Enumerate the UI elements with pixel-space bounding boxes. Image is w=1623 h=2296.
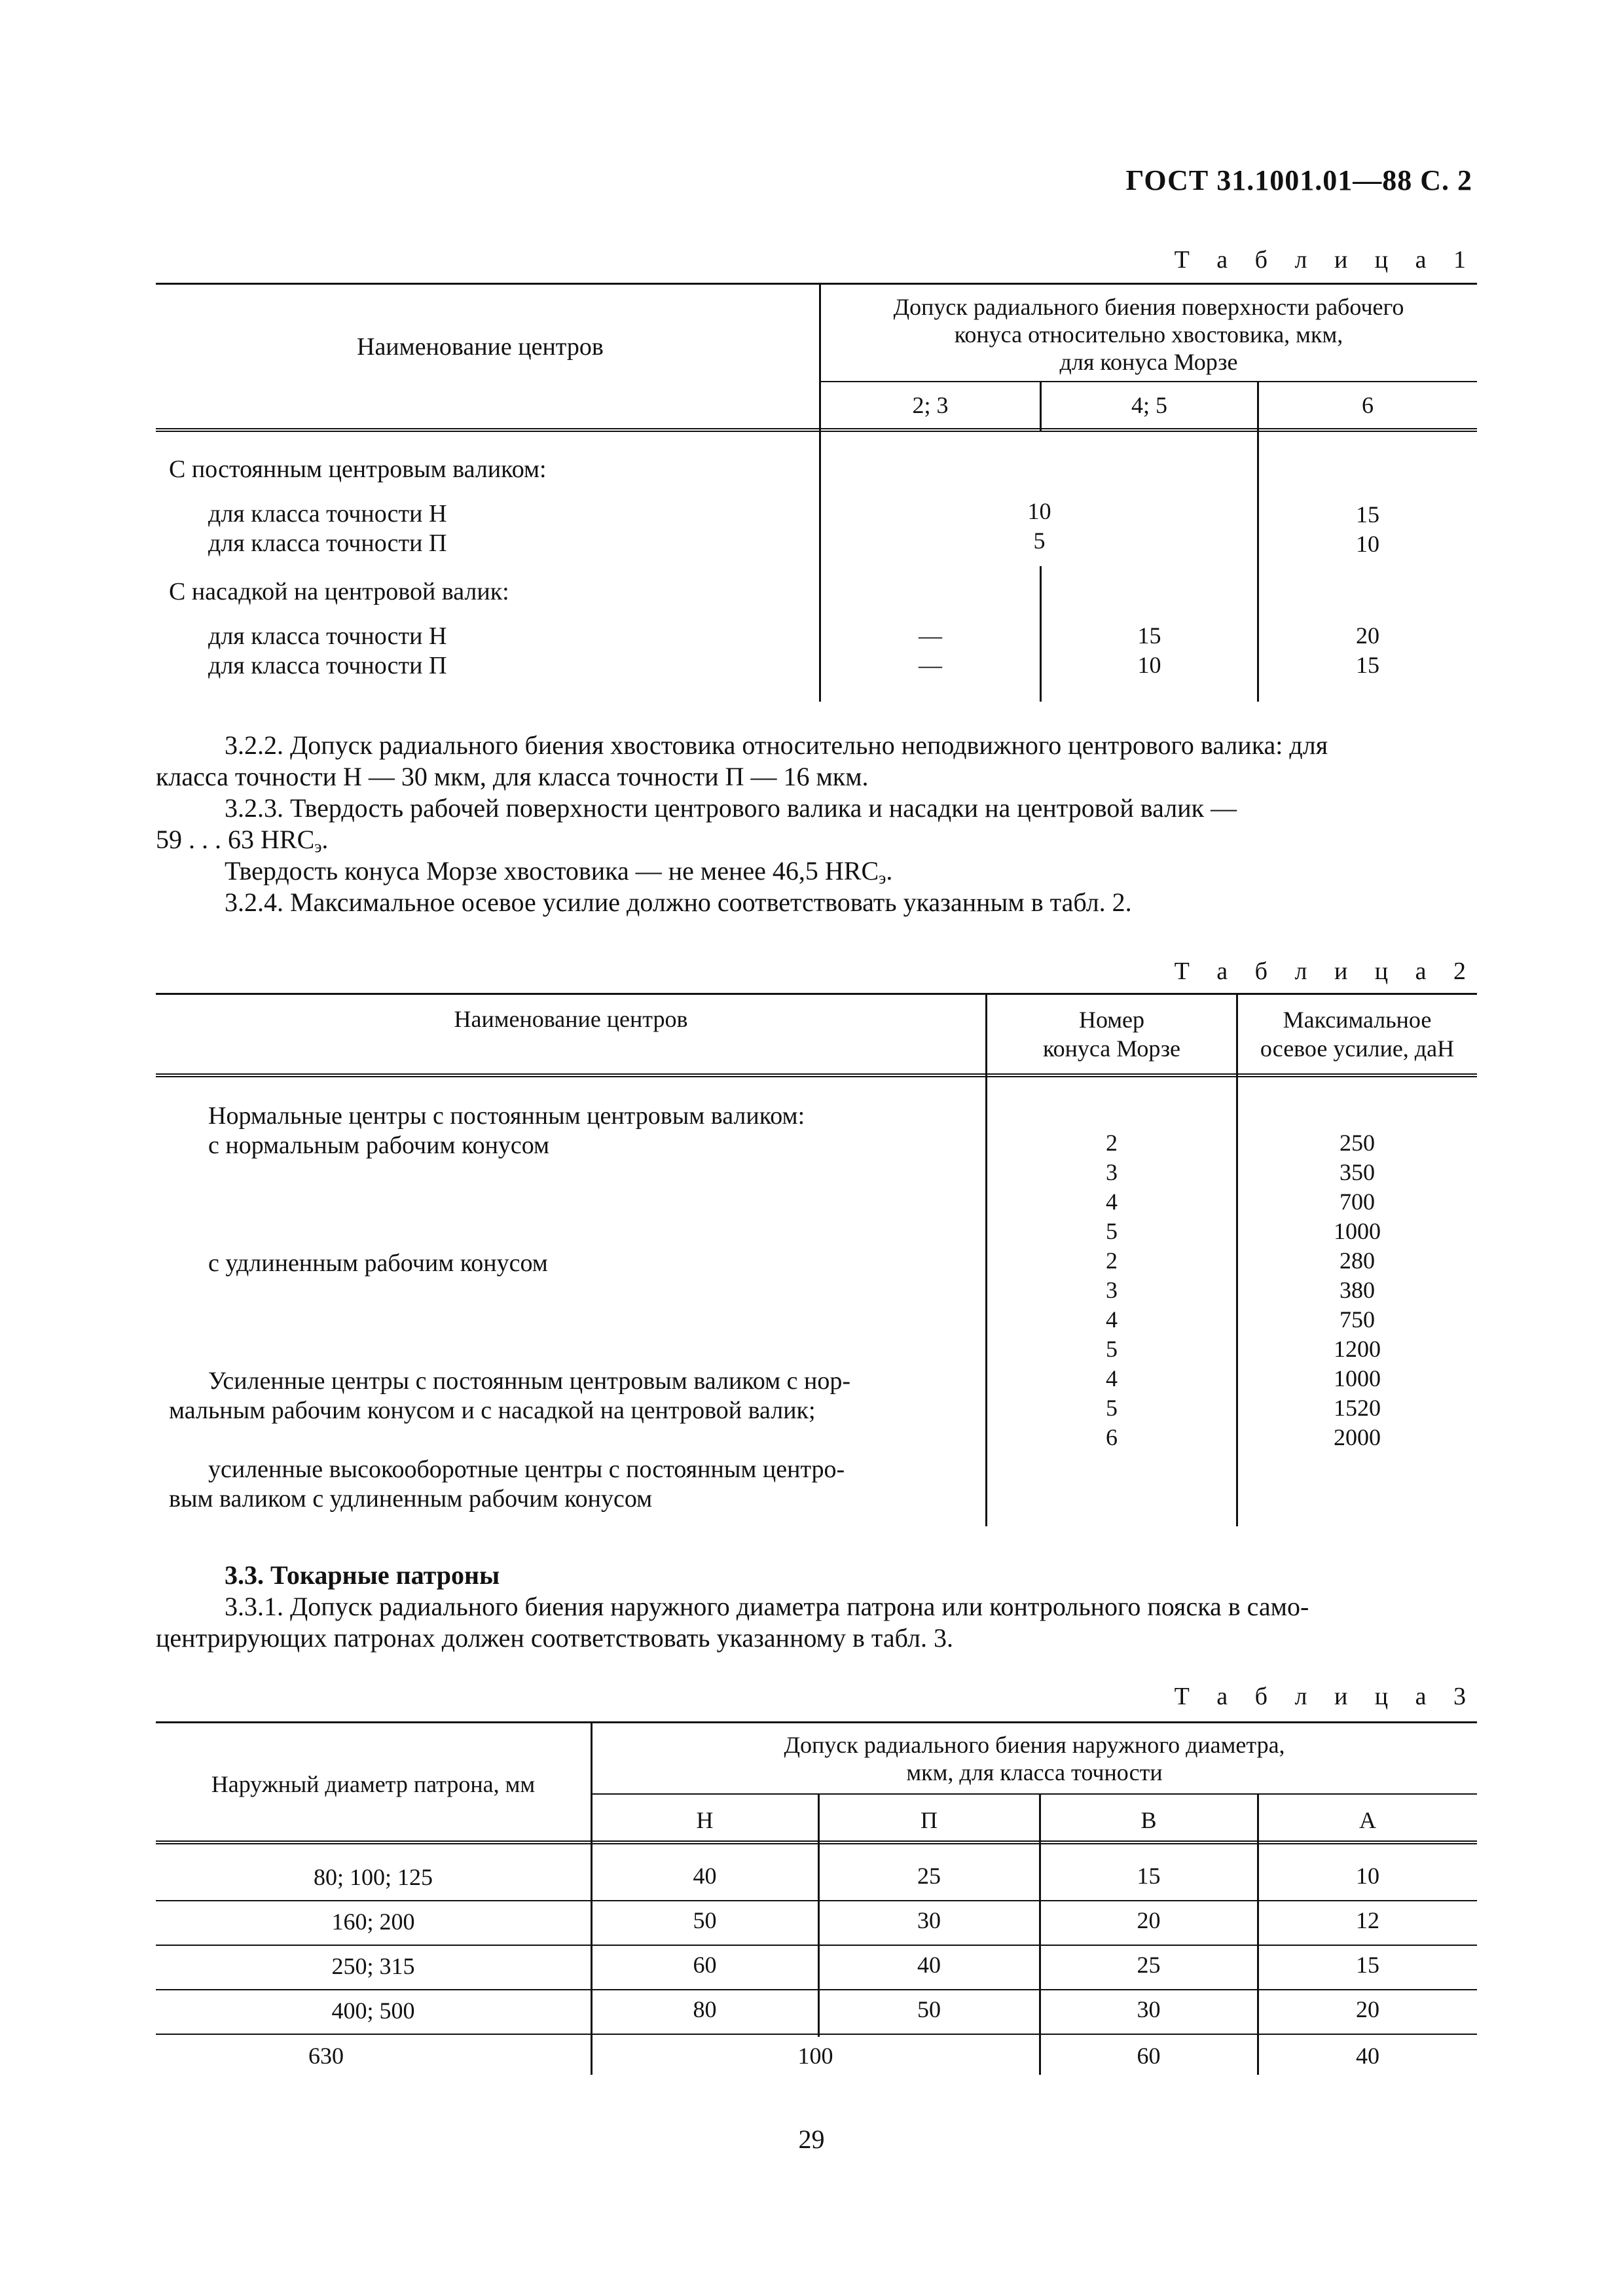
document-reference: ГОСТ 31.1001.01—88 С. 2 xyxy=(1125,164,1472,196)
table2-cone-value: 5 xyxy=(1106,1218,1118,1244)
table1-group1: С постоянным центровым валиком: xyxy=(169,456,547,483)
table2-force-header-line2: осевое усилие, даН xyxy=(1260,1035,1455,1062)
table2-cone-value: 4 xyxy=(1106,1306,1118,1333)
table3-value-cell: 10 xyxy=(1356,1863,1379,1889)
table3-value-cell: 30 xyxy=(917,1907,941,1933)
table3-row-divider xyxy=(156,1989,1477,1990)
table3-value-cell: 40 xyxy=(693,1863,717,1889)
table1-g2-row1-value-45: 15 xyxy=(1137,622,1161,649)
table1-g2-row1-label: для класса точности Н xyxy=(208,622,447,650)
table1-g1-row1-label: для класса точности Н xyxy=(208,500,447,528)
table1-name-header: Наименование центров xyxy=(357,333,604,361)
section-3-3-title: 3.3. Токарные патроны xyxy=(225,1560,500,1590)
table3-tolerance-header-line2: мкм, для класса точности xyxy=(906,1759,1163,1785)
table3-diam-cell: 400; 500 xyxy=(331,1998,415,2024)
para-3-2-3-line2: 59 . . . 63 $HRC_э$. xyxy=(156,825,329,856)
table3-value-cell: 60 xyxy=(693,1952,717,1978)
table2-cone-value: 5 xyxy=(1106,1336,1118,1362)
table1-subheader-line xyxy=(820,381,1477,382)
table3-value-cell: 30 xyxy=(1137,1996,1161,2022)
table3-value-cell: 25 xyxy=(1137,1952,1161,1978)
table3-row-divider xyxy=(156,1945,1477,1946)
table3-row-divider xyxy=(156,1900,1477,1901)
table2-cone-value: 3 xyxy=(1106,1159,1118,1185)
table2-force-value: 280 xyxy=(1340,1247,1375,1274)
table3-last-a: 40 xyxy=(1356,2043,1379,2069)
table3-last-diam: 630 xyxy=(308,2043,344,2069)
table2-force-value: 380 xyxy=(1340,1277,1375,1303)
table3-value-cell: 20 xyxy=(1137,1907,1161,1933)
table1-caption: Т а б л и ц а 1 xyxy=(1174,246,1476,274)
table2-force-value: 1200 xyxy=(1334,1336,1381,1362)
table2-force-value: 700 xyxy=(1340,1189,1375,1215)
table3-caption: Т а б л и ц а 3 xyxy=(1174,1683,1476,1710)
table1-g1-row2-label: для класса точности П xyxy=(208,529,447,557)
para-3-3-1-line2: центрирующих патронах должен соответствовать указанному в табл. 3. xyxy=(156,1623,953,1653)
table2-cone-value: 2 xyxy=(1106,1247,1118,1274)
table3-top-border xyxy=(156,1721,1477,1723)
table3-diam-cell: 80; 100; 125 xyxy=(313,1864,433,1890)
table2-force-value: 250 xyxy=(1340,1130,1375,1156)
table3-header-separator xyxy=(156,1840,1477,1844)
table2-cone-value: 4 xyxy=(1106,1365,1118,1391)
table2-group3-line2: вым валиком с удлиненным рабочим конусом xyxy=(169,1485,653,1513)
table2-force-header xyxy=(1237,1005,1477,1063)
table2-cone-header xyxy=(987,1005,1236,1063)
table1-g1-row1-value-245: 10 xyxy=(1027,498,1051,524)
table1-g2-row2-value-45: 10 xyxy=(1137,652,1161,678)
table2-force-value: 1520 xyxy=(1334,1395,1381,1421)
table1-g2-row2-value-6: 15 xyxy=(1356,652,1379,678)
table3-vline-3 xyxy=(1039,1793,1041,2075)
table2-cone-value: 4 xyxy=(1106,1189,1118,1215)
para-3-3-1-line1: 3.3.1. Допуск радиального биения наружного диаметра патрона или контрольного пояска в само- xyxy=(225,1592,1309,1621)
table2-force-value: 750 xyxy=(1340,1306,1375,1333)
table1-tolerance-header xyxy=(820,293,1477,376)
table2-force-value: 2000 xyxy=(1334,1424,1381,1450)
table1-top-border xyxy=(156,283,1477,285)
table3-value-cell: 80 xyxy=(693,1996,717,2022)
table3-value-cell: 25 xyxy=(917,1863,941,1889)
table3-last-np: 100 xyxy=(797,2043,833,2069)
table3-value-cell: 40 xyxy=(917,1952,941,1978)
table3-diam-cell: 160; 200 xyxy=(331,1909,415,1935)
table2-cone-header-line2: конуса Морзе xyxy=(1042,1035,1181,1062)
table3-value-cell: 12 xyxy=(1356,1907,1379,1933)
table2-group2-line2: мальным рабочим конусом и с насадкой на центровой валик; xyxy=(169,1397,816,1424)
table1-tolerance-header-line3: для конуса Морзе xyxy=(1059,349,1238,375)
table2-cone-value: 2 xyxy=(1106,1130,1118,1156)
table3-subheader-line xyxy=(592,1793,1477,1795)
table3-value-cell: 15 xyxy=(1137,1863,1161,1889)
table2-top-border xyxy=(156,993,1477,995)
para-3-2-4: 3.2.4. Максимальное осевое усилие должно соответствовать указанным в табл. 2. xyxy=(225,888,1132,917)
table2-header-separator xyxy=(156,1073,1477,1077)
para-3-2-3-hardness: Твердость конуса Морзе хвостовика — не менее 46,5 $HRC_э$. xyxy=(225,856,893,888)
para-3-2-2-line2: класса точности Н — 30 мкм, для класса точности П — 16 мкм. xyxy=(156,762,869,791)
table3-value-cell: 50 xyxy=(693,1907,717,1933)
table1-tolerance-header-line1: Допуск радиального биения поверхности рабочего xyxy=(893,294,1404,320)
table1-subcol-6: 6 xyxy=(1362,392,1374,418)
table2-cone-value: 5 xyxy=(1106,1395,1118,1421)
table2-force-value: 1000 xyxy=(1334,1218,1381,1244)
table1-header-separator xyxy=(156,428,1477,432)
table3-last-v: 60 xyxy=(1137,2043,1161,2069)
table1-g2-row2-label: для класса точности П xyxy=(208,652,447,679)
table3-class-v: В xyxy=(1140,1807,1157,1833)
table1-g2-row2-value-23: — xyxy=(919,652,942,678)
table3-vline-4 xyxy=(1257,1793,1259,2075)
table2-group1: Нормальные центры с постоянным центровым валиком: xyxy=(208,1102,805,1130)
table2-cone-value: 6 xyxy=(1106,1424,1118,1450)
para-3-2-2-line1: 3.2.2. Допуск радиального биения хвостовика относительно неподвижного центрового валика: для xyxy=(225,730,1328,760)
table2-cone-header-line1: Номер xyxy=(1078,1007,1145,1033)
page-number: 29 xyxy=(798,2125,825,2154)
table3-diam-header: Наружный диаметр патрона, мм xyxy=(211,1771,536,1797)
table3-class-p: П xyxy=(921,1807,938,1833)
table3-tolerance-header-line1: Допуск радиального биения наружного диаметра, xyxy=(784,1732,1285,1758)
table2-caption: Т а б л и ц а 2 xyxy=(1174,958,1476,985)
table2-cone-value: 3 xyxy=(1106,1277,1118,1303)
table1-subcol-23: 2; 3 xyxy=(912,392,949,418)
table3-diam-cell: 250; 315 xyxy=(331,1953,415,1979)
table1-g2-row1-value-6: 20 xyxy=(1356,622,1379,649)
table3-value-cell: 15 xyxy=(1356,1952,1379,1978)
table2-force-header-line1: Максимальное xyxy=(1283,1007,1432,1033)
table2-group3-line1: усиленные высокооборотные центры с постоянным центро- xyxy=(208,1456,845,1483)
table3-row-divider xyxy=(156,2034,1477,2035)
para-3-2-3-line1: 3.2.3. Твердость рабочей поверхности центрового валика и насадки на центровой валик — xyxy=(225,793,1237,823)
table2-group2-line1: Усиленные центры с постоянным центровым валиком с нор- xyxy=(208,1367,850,1395)
table3-value-cell: 50 xyxy=(917,1996,941,2022)
table1-g2-row1-value-23: — xyxy=(919,622,942,649)
table3-class-h: Н xyxy=(696,1807,714,1833)
table3-tolerance-header xyxy=(592,1731,1477,1786)
table1-subcol-45: 4; 5 xyxy=(1131,392,1167,418)
table1-group2: С насадкой на центровой валик: xyxy=(169,578,509,605)
table1-g1-row2-value-245: 5 xyxy=(1033,528,1046,554)
table2-force-value: 350 xyxy=(1340,1159,1375,1185)
table2-sub2: с удлиненным рабочим конусом xyxy=(208,1249,548,1277)
table2-force-value: 1000 xyxy=(1334,1365,1381,1391)
table1-tolerance-header-line2: конуса относительно хвостовика, мкм, xyxy=(954,321,1343,348)
table2-name-header: Наименование центров xyxy=(454,1006,688,1032)
table1-g1-row2-value-6: 10 xyxy=(1356,531,1379,557)
table1-vline-45-header xyxy=(1040,381,1042,432)
table1-g1-row1-value-6: 15 xyxy=(1356,501,1379,528)
table2-sub1: с нормальным рабочим конусом xyxy=(208,1132,550,1159)
table3-class-a: А xyxy=(1359,1807,1376,1833)
table3-value-cell: 20 xyxy=(1356,1996,1379,2022)
